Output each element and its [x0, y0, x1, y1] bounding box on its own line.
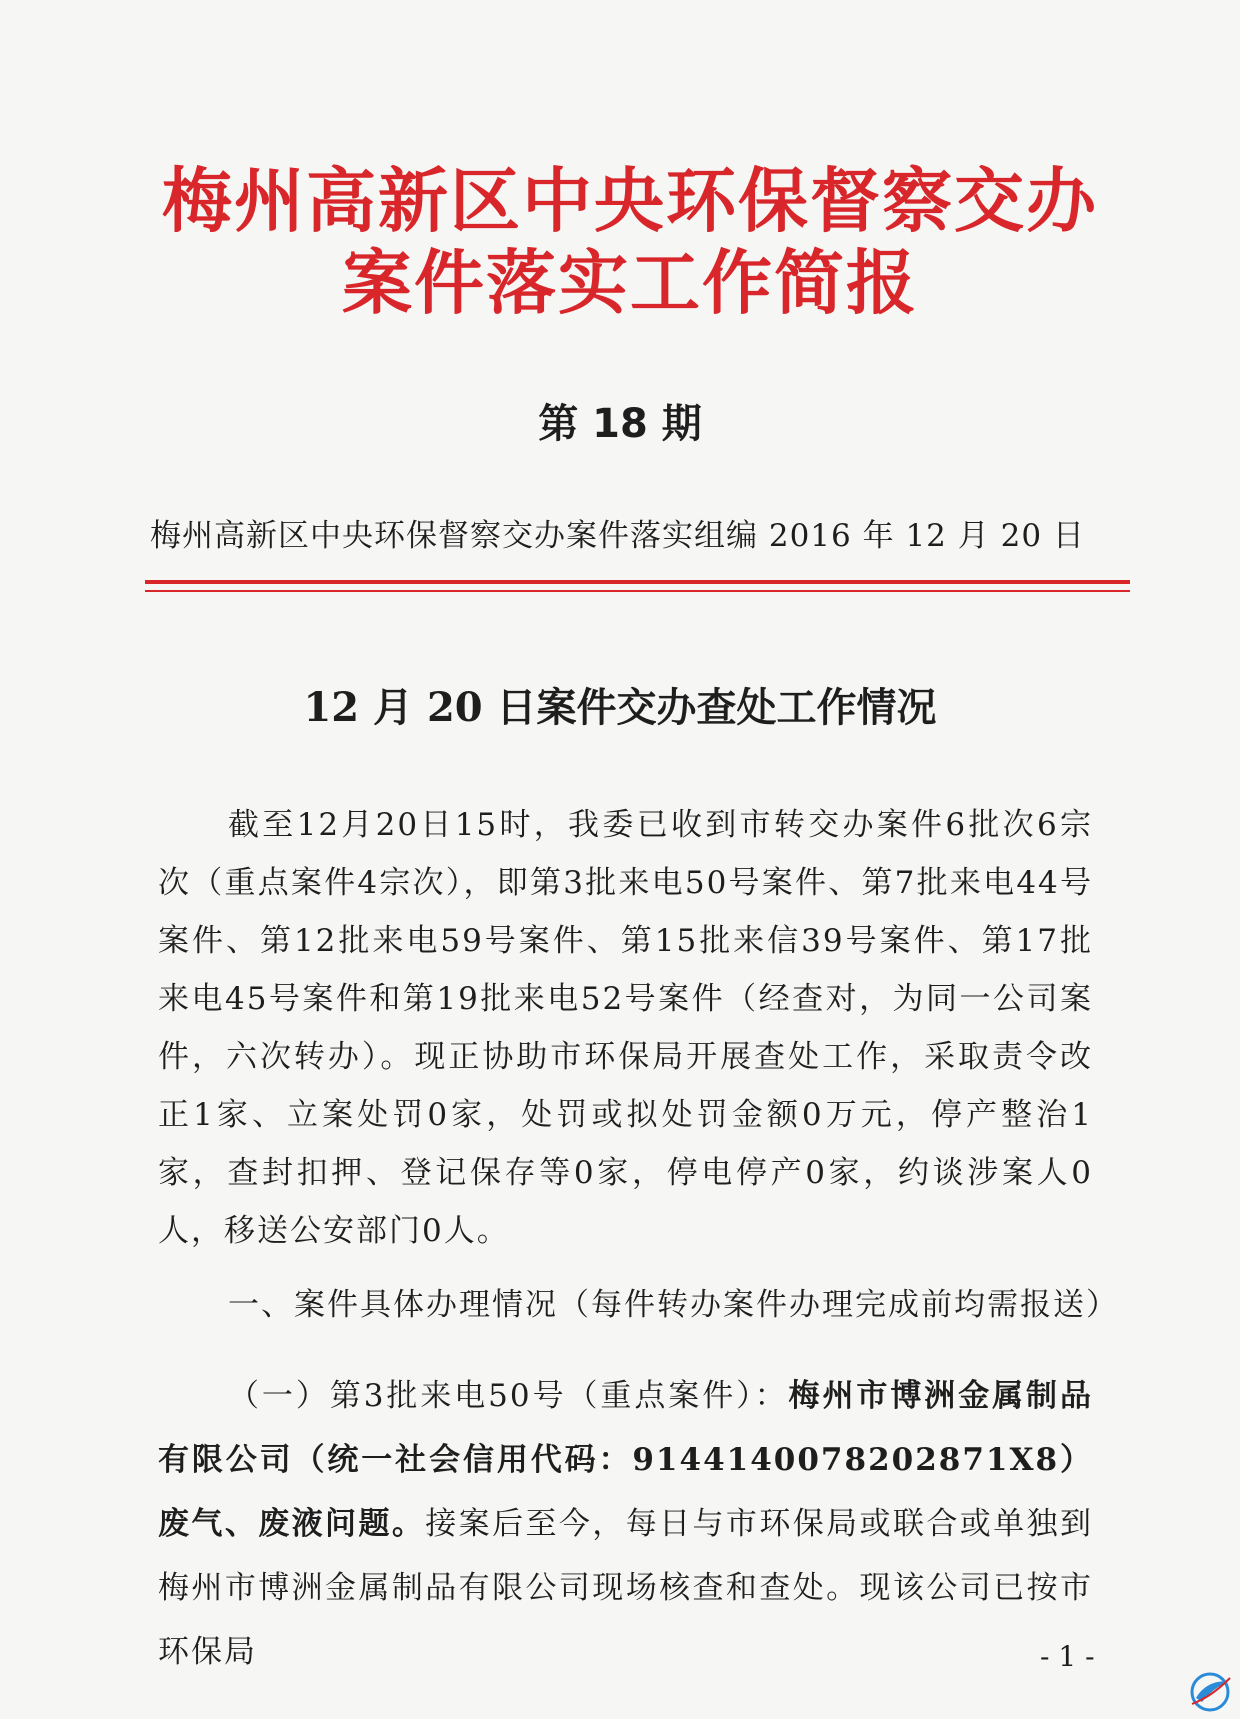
issue-number: 第 18 期	[538, 401, 702, 447]
summary-paragraph: 截至12月20日15时，我委已收到市转交办案件6批次6宗次（重点案件4宗次），即第3批来电50号案件、第7批来电44号案件、第12批来电59号案件、第15批来信39号案件、第17批来电45号案件和第19批来电52号案件（经查对，为同一公司案件，六次转办）。现正协助市环保局开展查处工作，采取责令改正1家、立案处罚0家，处罚或拟处罚金额0万元，停产整治1家，查封扣押、登记保存等0家，停电停产0家，约谈涉案人0人，移送公安部门0人。	[158, 807, 1093, 1249]
red-divider-thick	[145, 580, 1130, 584]
page-number: - 1 -	[1040, 1640, 1095, 1673]
case-subject: 梅州市博洲金属制品有限公司（统一社会信用代码：9144140078202871X8）废气、废液问题。	[158, 1378, 1093, 1542]
red-divider-thin	[145, 590, 1130, 592]
bulletin-title-line1: 梅州高新区中央环保督察交办	[162, 160, 1098, 242]
report-heading: 12 月 20 日案件交办查处工作情况	[303, 684, 937, 731]
case-number: （一）第3批来电50号（重点案件）：	[228, 1378, 789, 1414]
editor-date-line: 梅州高新区中央环保督察交办案件落实组编 2016 年 12 月 20 日	[150, 518, 1085, 554]
case-paragraph	[158, 1364, 1093, 1684]
corner-logo-icon	[1188, 1670, 1232, 1714]
bulletin-title-line2: 案件落实工作简报	[342, 242, 918, 324]
case-details: 接案后至今，每日与市环保局或联合或单独到梅州市博洲金属制品有限公司现场核查和查处。现该公司已按市环保局	[158, 1506, 1094, 1670]
section-title: 一、案件具体办理情况（每件转办案件办理完成前均需报送）	[228, 1287, 1119, 1323]
